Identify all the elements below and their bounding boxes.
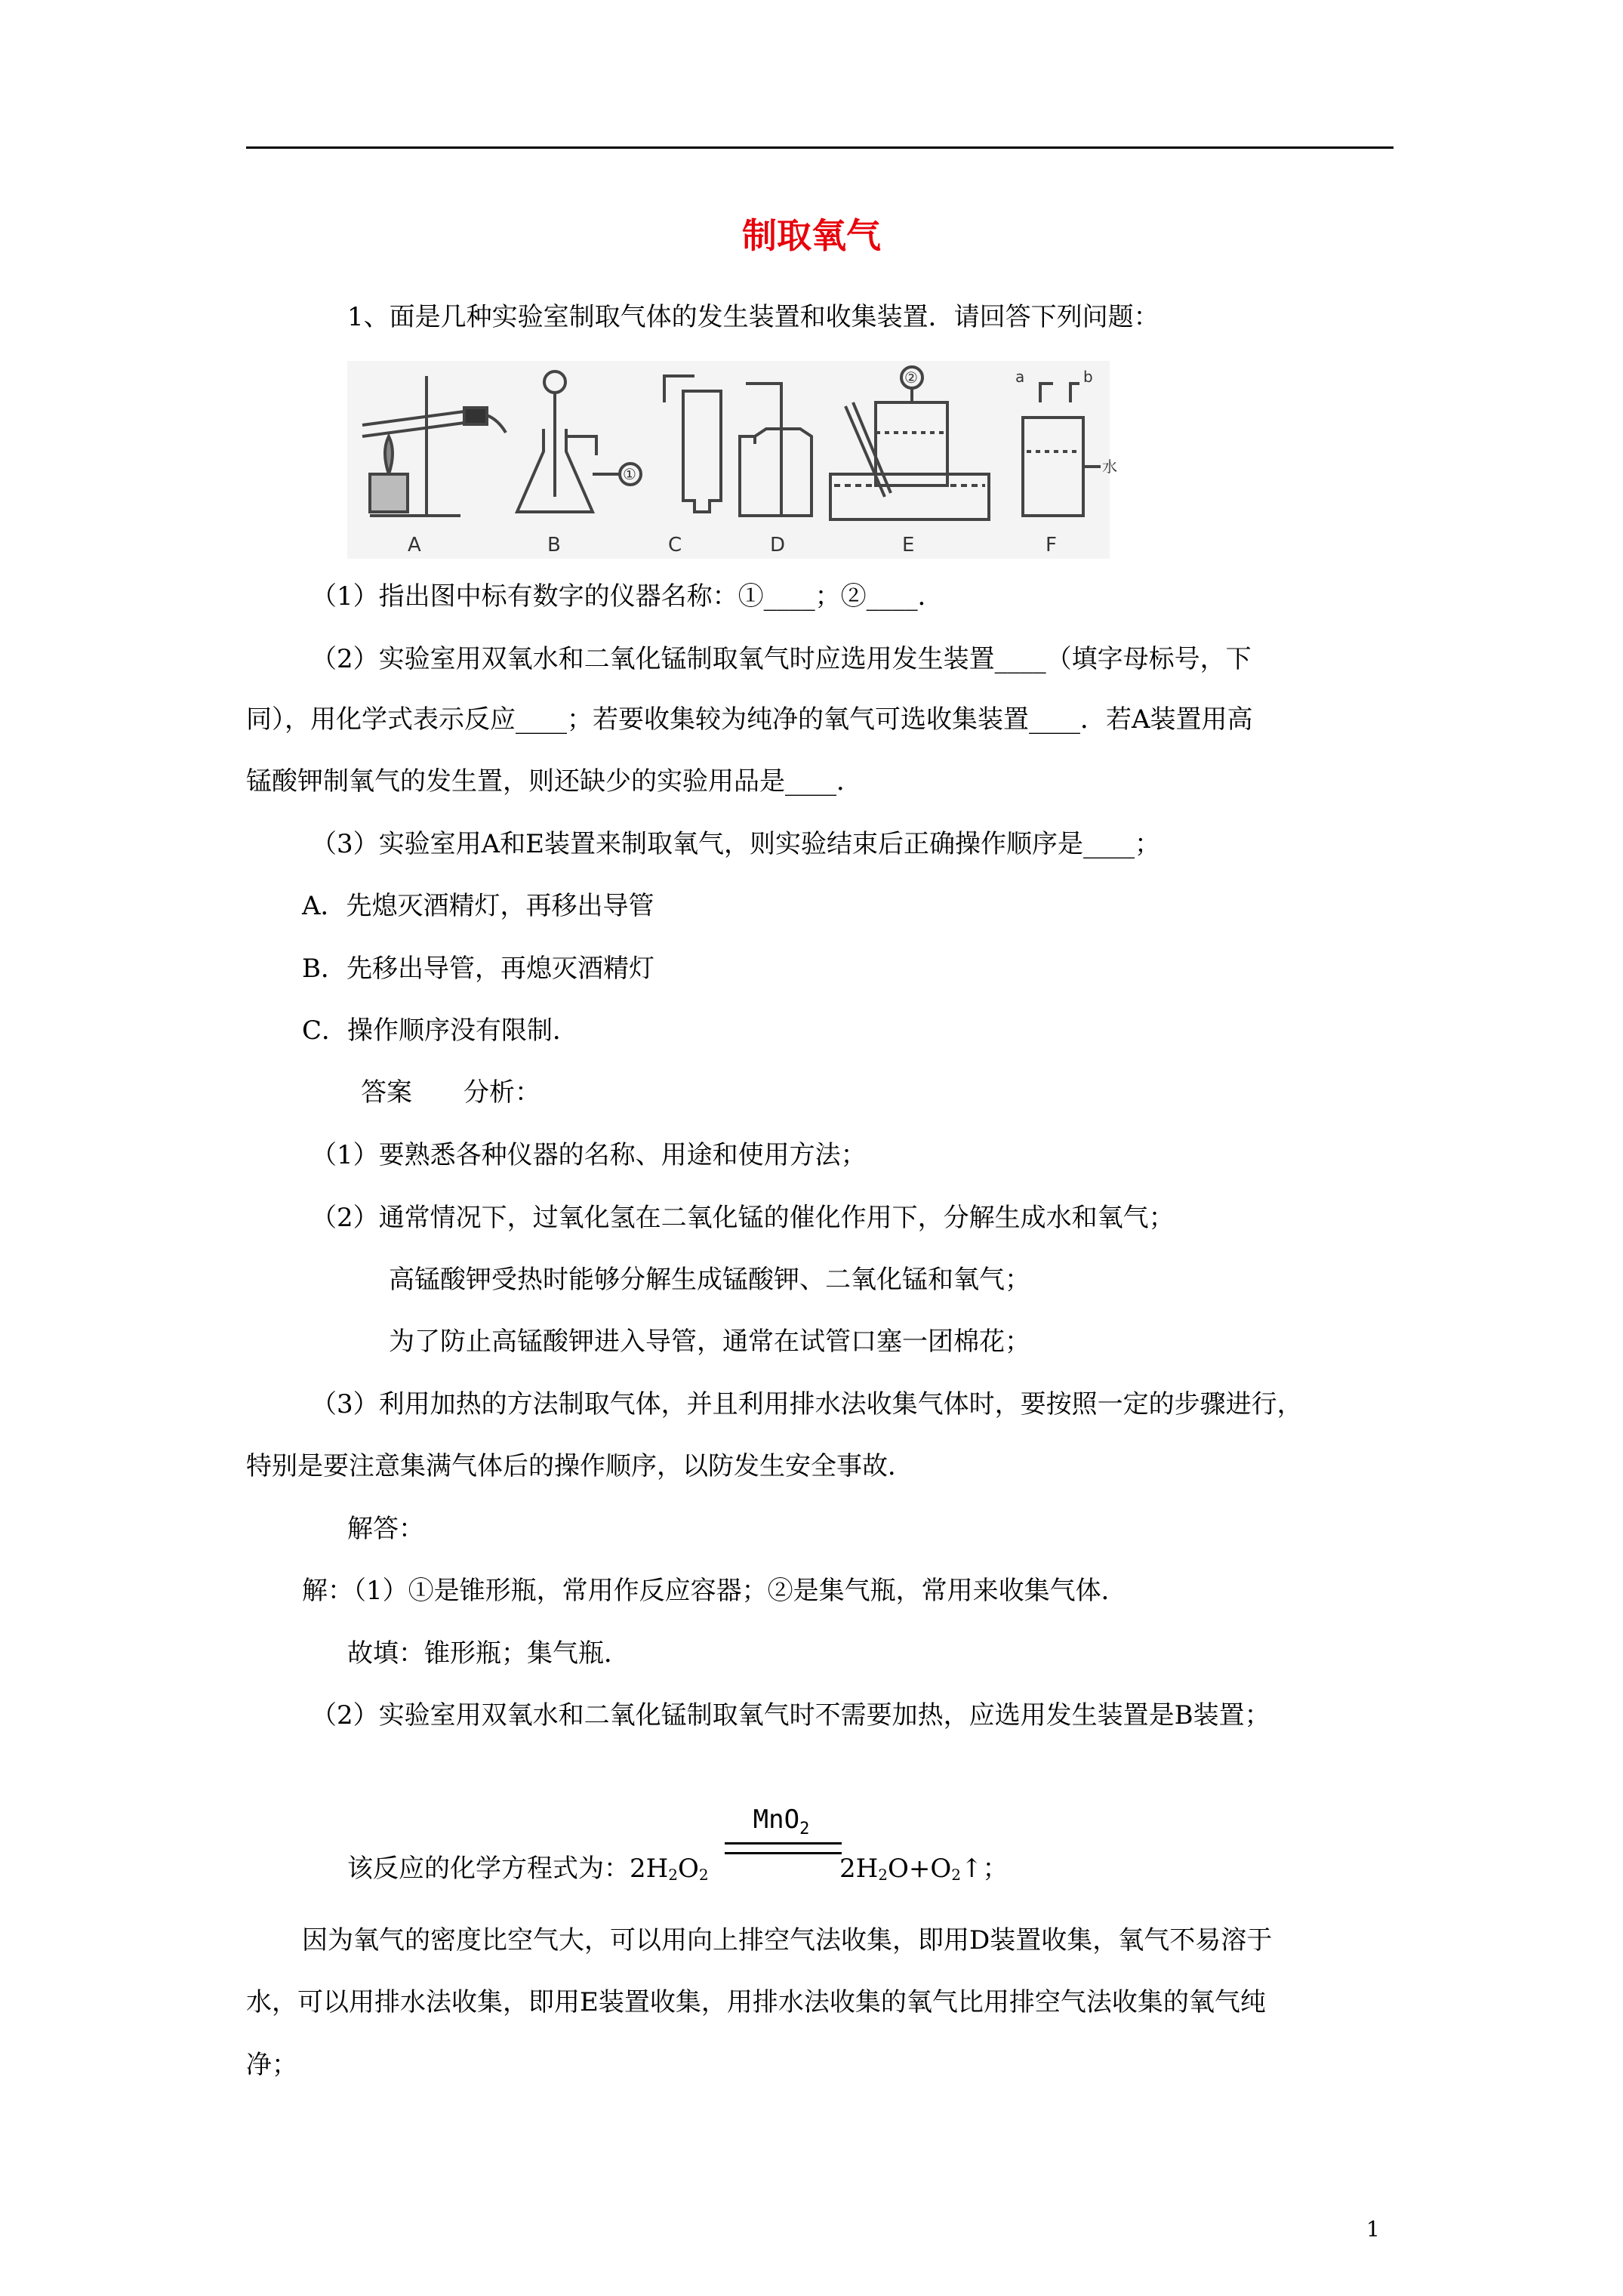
analysis-1: （1）要熟悉各种仪器的名称、用途和使用方法；	[311, 1140, 867, 1170]
label-c: C	[668, 534, 682, 556]
apparatus-diagram	[347, 361, 1117, 559]
question-intro: 1、面是几种实验室制取气体的发生装置和收集装置．请回答下列问题：	[347, 302, 1160, 332]
analysis-3-line-1: （3）利用加热的方法制取气体，并且利用排水法收集气体时，要按照一定的步骤进行，	[311, 1389, 1303, 1419]
question-part-2-line-2: 同），用化学式表示反应____；若要收集较为纯净的氧气可选收集装置____．若A装置用高	[246, 704, 1253, 735]
label-b: B	[547, 534, 561, 556]
label-a: A	[408, 534, 421, 556]
mark-1: ①	[623, 465, 636, 483]
option-c: C．操作顺序没有限制．	[302, 1015, 579, 1046]
water-label: 水	[1102, 458, 1117, 476]
solution-3-line-1: 因为氧气的密度比空气大，可以用向上排空气法收集，即用D装置收集，氧气不易溶于	[302, 1925, 1273, 1955]
option-b: B．先移出导管，再熄灭酒精灯	[302, 954, 654, 984]
page-title: 制取氧气	[742, 215, 881, 256]
solution-1b: 故填：锥形瓶；集气瓶．	[347, 1638, 630, 1669]
question-part-3: （3）实验室用A和E装置来制取氧气，则实验结束后正确操作顺序是____；	[311, 829, 1161, 859]
question-part-2-line-1: （2）实验室用双氧水和二氧化锰制取氧气时应选用发生装置____（填字母标号，下	[311, 644, 1252, 674]
header-rule	[246, 146, 1394, 149]
apparatus-figure	[347, 361, 1117, 559]
solution-heading: 解答：	[347, 1514, 424, 1544]
chemical-equation-right: $2H_2O+O_2↑$；	[839, 1854, 1009, 1884]
solution-1: 解：（1）①是锥形瓶，常用作反应容器；②是集气瓶，常用来收集气体．	[302, 1576, 1127, 1606]
port-b-label: b	[1083, 368, 1093, 386]
analysis-heading: 答案 分析：	[361, 1077, 540, 1108]
analysis-2c: 为了防止高锰酸钾进入导管，通常在试管口塞一团棉花；	[389, 1327, 1030, 1357]
solution-2: （2）实验室用双氧水和二氧化锰制取氧气时不需要加热，应选用发生装置是B装置；	[311, 1700, 1270, 1730]
label-e: E	[902, 534, 915, 556]
label-f: F	[1046, 534, 1057, 556]
question-part-1: （1）指出图中标有数字的仪器名称：①____；②____．	[311, 581, 944, 612]
page-number: 1	[1366, 2217, 1380, 2242]
solution-3-line-2: 水，可以用排水法收集，即用E装置收集，用排水法收集的氧气比用排空气法收集的氧气纯	[246, 1987, 1266, 2017]
mark-2: ②	[904, 368, 918, 387]
catalyst-label: MnO$_2$	[753, 1804, 810, 1838]
label-d: D	[770, 534, 786, 556]
solution-3-line-3: 净；	[246, 2050, 297, 2080]
analysis-2: （2）通常情况下，过氧化氢在二氧化锰的催化作用下，分解生成水和氧气；	[311, 1203, 1175, 1233]
option-a: A．先熄灭酒精灯，再移出导管	[302, 891, 654, 921]
chemical-equation-left: 该反应的化学方程式为：$2H_2O_2$	[347, 1854, 709, 1884]
question-part-2-line-3: 锰酸钾制氧气的发生置，则还缺少的实验用品是____．	[246, 766, 862, 797]
equation-equals-bars	[725, 1842, 842, 1854]
analysis-2b: 高锰酸钾受热时能够分解生成锰酸钾、二氧化锰和氧气；	[389, 1265, 1030, 1295]
analysis-3-line-2: 特别是要注意集满气体后的操作顺序，以防发生安全事故．	[246, 1451, 913, 1481]
port-a-label: a	[1015, 368, 1025, 386]
